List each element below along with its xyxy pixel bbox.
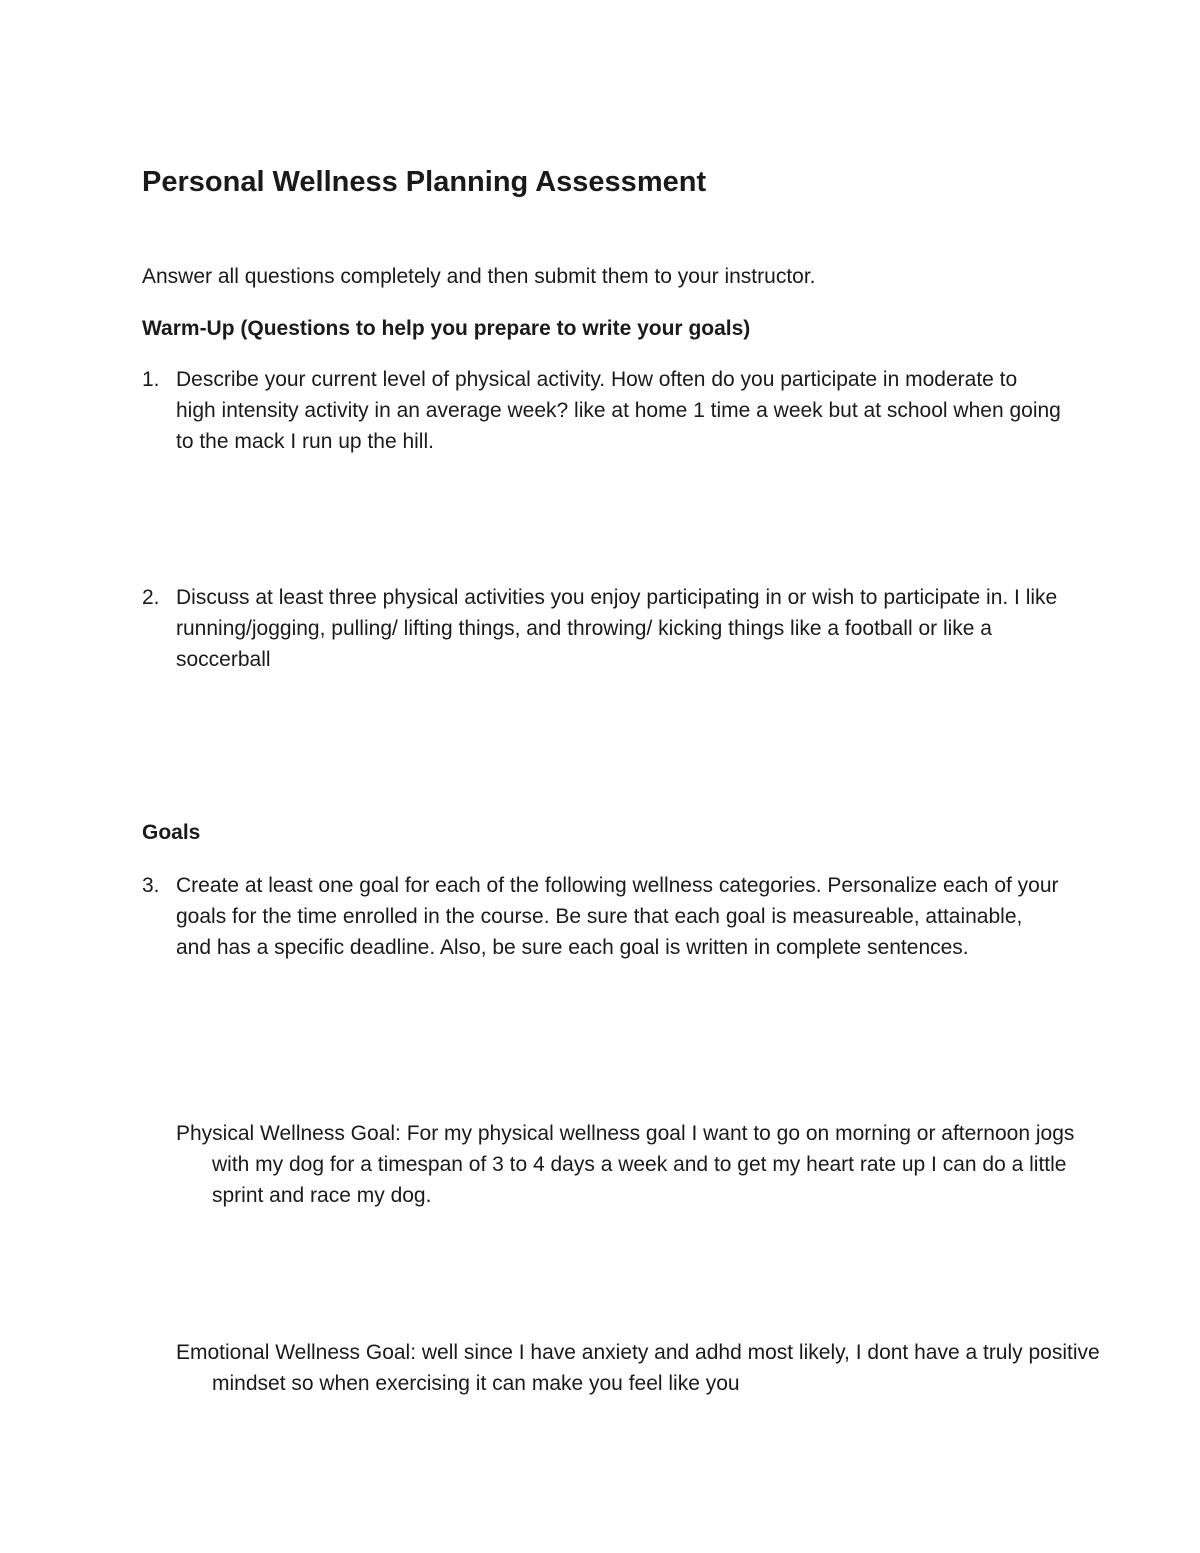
question-number: 1. — [142, 368, 160, 391]
physical-wellness-goal: Physical Wellness Goal: For my physical wellness goal I want to go on morning or afternoon jogs with my dog for a timespan of 3 to 4 days a week and to get my heart rate up I can do a little sprint and race my dog. — [176, 1122, 1075, 1207]
question-text: Create at least one goal for each of the following wellness categories. Personalize each of your goals for the time enrolled in the course. Be sure that each goal is measureable, attainable, and has a specific deadline. Also, be sure each goal is written in complete sentences. — [176, 874, 1059, 959]
goals-heading: Goals — [142, 821, 201, 844]
question-text: Describe your current level of physical activity. How often do you participate in moderate to high intensity activity in an average week? like at home 1 time a week but at school when going to the mack I run up the hill. — [176, 368, 1061, 453]
intro-text: Answer all questions completely and then submit them to your instructor. — [142, 265, 816, 288]
question-3 — [142, 870, 1062, 963]
question-1 — [142, 364, 1062, 457]
warmup-heading: Warm-Up (Questions to help you prepare to write your goals) — [142, 317, 751, 340]
question-number: 3. — [142, 874, 160, 897]
question-2 — [142, 582, 1062, 675]
question-text: Discuss at least three physical activities you enjoy participating in or wish to participate in. I like running/jogging, pulling/ lifting things, and throwing/ kicking things like a football or like a soccerball — [176, 586, 1058, 671]
document-title: Personal Wellness Planning Assessment — [142, 166, 707, 198]
question-number: 2. — [142, 586, 160, 609]
emotional-wellness-goal: Emotional Wellness Goal: well since I have anxiety and adhd most likely, I dont have a truly positive mindset so when exercising it can make you feel like you — [176, 1341, 1100, 1395]
